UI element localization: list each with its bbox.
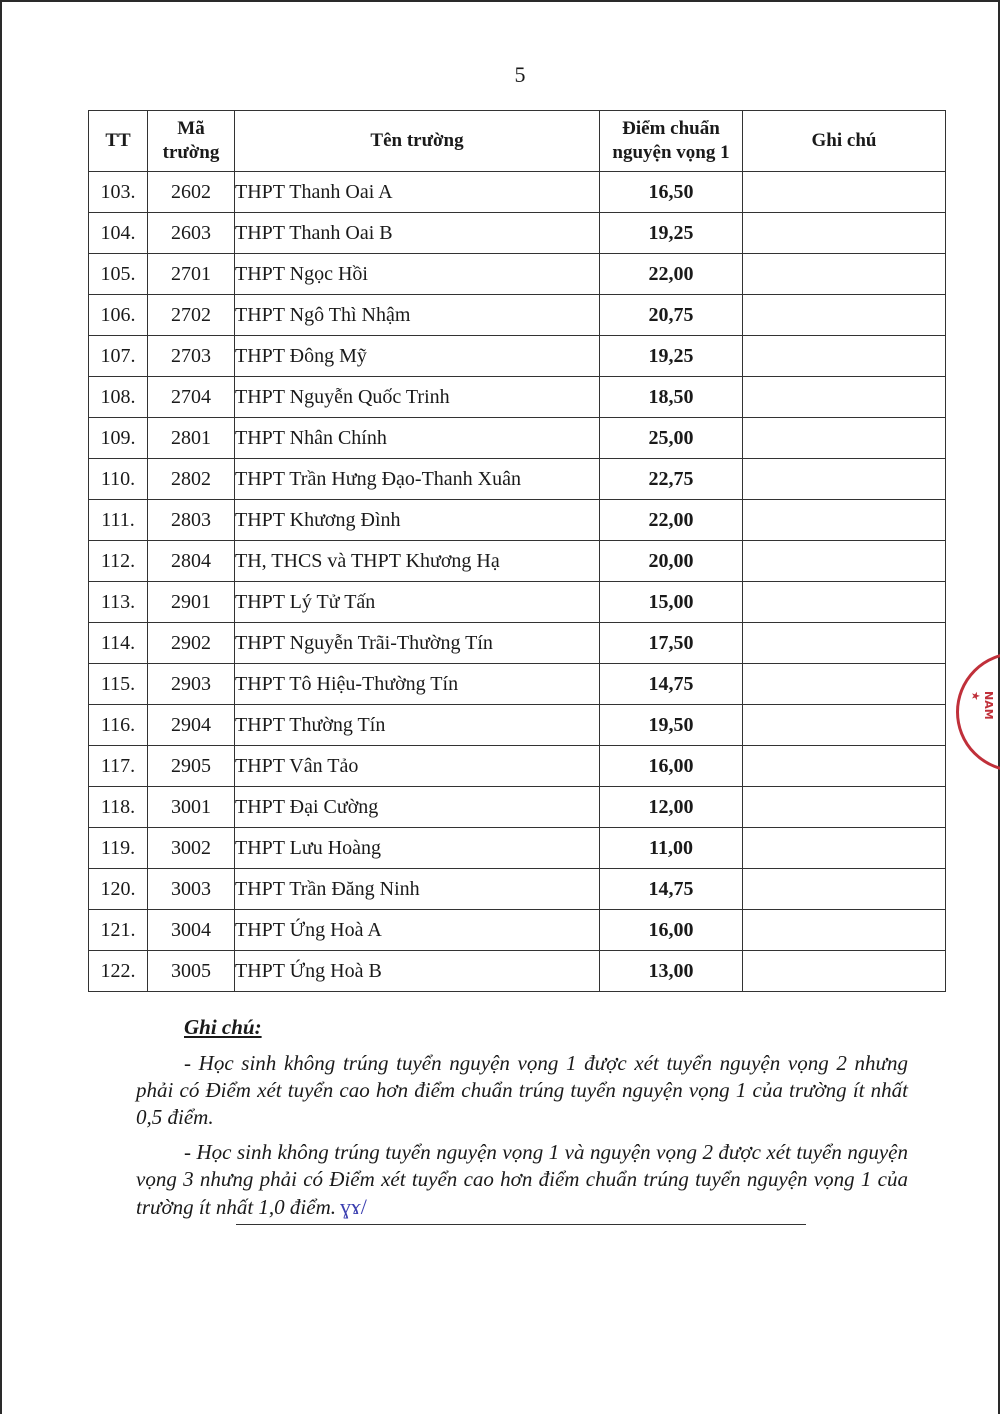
school-code: 3005 <box>148 951 235 992</box>
school-name: THPT Đại Cường <box>235 787 600 828</box>
note-item <box>136 1139 908 1221</box>
note-cell <box>743 541 946 582</box>
score-cell: 14,75 <box>600 664 743 705</box>
header-school-code-line2: trường <box>162 142 220 163</box>
table-row <box>89 664 946 705</box>
header-school-name: Tên trường <box>235 111 600 172</box>
page-border-left <box>0 0 2 1414</box>
table-row <box>89 951 946 992</box>
note-cell <box>743 746 946 787</box>
score-cell: 16,00 <box>600 746 743 787</box>
note-cell <box>743 705 946 746</box>
note-cell <box>743 459 946 500</box>
row-number: 105. <box>89 254 148 295</box>
school-name: THPT Nguyễn Quốc Trinh <box>235 377 600 418</box>
row-number: 104. <box>89 213 148 254</box>
school-code: 3004 <box>148 910 235 951</box>
school-name: THPT Lý Tử Tấn <box>235 582 600 623</box>
row-number: 111. <box>89 500 148 541</box>
school-name: THPT Ngọc Hồi <box>235 254 600 295</box>
score-cell: 20,75 <box>600 295 743 336</box>
row-number: 121. <box>89 910 148 951</box>
school-name: THPT Thanh Oai A <box>235 172 600 213</box>
row-number: 120. <box>89 869 148 910</box>
note-item-text: - Học sinh không trúng tuyển nguyện vọng 1 được xét tuyển nguyện vọng 2 nhưng phải có Điểm xét tuyển cao hơn điểm chuẩn trúng tuyển nguyện vọng 1 của trường ít nhất 0,5 điểm. <box>136 1051 908 1129</box>
score-cell: 16,50 <box>600 172 743 213</box>
table-row <box>89 541 946 582</box>
school-code: 2802 <box>148 459 235 500</box>
school-name: THPT Nhân Chính <box>235 418 600 459</box>
row-number: 122. <box>89 951 148 992</box>
table-row <box>89 418 946 459</box>
table-row <box>89 787 946 828</box>
note-cell <box>743 582 946 623</box>
row-number: 109. <box>89 418 148 459</box>
school-code: 3002 <box>148 828 235 869</box>
school-code: 2905 <box>148 746 235 787</box>
score-cell: 12,00 <box>600 787 743 828</box>
score-cell: 11,00 <box>600 828 743 869</box>
note-item <box>136 1050 908 1131</box>
header-score-line1: Điểm chuẩn <box>622 118 720 139</box>
initials-signature-mark: ɣɤ/ <box>340 1194 367 1219</box>
table-row <box>89 746 946 787</box>
row-number: 113. <box>89 582 148 623</box>
end-rule <box>236 1224 806 1225</box>
header-score <box>600 111 743 172</box>
note-cell <box>743 869 946 910</box>
row-number: 116. <box>89 705 148 746</box>
school-name: THPT Lưu Hoàng <box>235 828 600 869</box>
school-name: TH, THCS và THPT Khương Hạ <box>235 541 600 582</box>
school-name: THPT Vân Tảo <box>235 746 600 787</box>
table-row <box>89 459 946 500</box>
row-number: 108. <box>89 377 148 418</box>
school-name: THPT Ứng Hoà A <box>235 910 600 951</box>
row-number: 117. <box>89 746 148 787</box>
table-row <box>89 254 946 295</box>
score-cell: 22,00 <box>600 500 743 541</box>
school-name: THPT Ứng Hoà B <box>235 951 600 992</box>
school-code: 2704 <box>148 377 235 418</box>
page-number: 5 <box>514 62 526 87</box>
note-cell <box>743 951 946 992</box>
score-cell: 17,50 <box>600 623 743 664</box>
score-cell: 14,75 <box>600 869 743 910</box>
score-cell: 19,25 <box>600 213 743 254</box>
header-note: Ghi chú <box>743 111 946 172</box>
school-name: THPT Thường Tín <box>235 705 600 746</box>
row-number: 115. <box>89 664 148 705</box>
table-row <box>89 336 946 377</box>
header-score-line2: nguyện vọng 1 <box>612 142 730 163</box>
school-code: 2603 <box>148 213 235 254</box>
note-cell <box>743 623 946 664</box>
note-cell <box>743 336 946 377</box>
header-tt: TT <box>89 111 148 172</box>
table-row <box>89 172 946 213</box>
table-row <box>89 910 946 951</box>
school-code: 2904 <box>148 705 235 746</box>
note-cell <box>743 254 946 295</box>
note-cell <box>743 418 946 459</box>
score-cell: 16,00 <box>600 910 743 951</box>
score-cell: 19,25 <box>600 336 743 377</box>
row-number: 110. <box>89 459 148 500</box>
note-cell <box>743 213 946 254</box>
header-school-code-line1: Mã <box>177 118 205 139</box>
row-number: 119. <box>89 828 148 869</box>
school-code: 2903 <box>148 664 235 705</box>
score-cell: 19,50 <box>600 705 743 746</box>
table-row <box>89 213 946 254</box>
school-name: THPT Thanh Oai B <box>235 213 600 254</box>
stamp-text: NAM ★ <box>969 691 995 720</box>
score-cell: 18,50 <box>600 377 743 418</box>
school-name: THPT Ngô Thì Nhậm <box>235 295 600 336</box>
note-cell <box>743 910 946 951</box>
note-cell <box>743 664 946 705</box>
school-code: 2902 <box>148 623 235 664</box>
score-cell: 22,75 <box>600 459 743 500</box>
table-row <box>89 582 946 623</box>
note-cell <box>743 828 946 869</box>
table-row <box>89 623 946 664</box>
note-cell <box>743 295 946 336</box>
table-row <box>89 295 946 336</box>
school-name: THPT Khương Đình <box>235 500 600 541</box>
row-number: 112. <box>89 541 148 582</box>
school-code: 3003 <box>148 869 235 910</box>
school-code: 2602 <box>148 172 235 213</box>
admission-scores-table <box>88 110 946 992</box>
school-code: 2701 <box>148 254 235 295</box>
notes-title: Ghi chú: <box>184 1015 262 1039</box>
red-seal-stamp <box>956 652 1000 772</box>
table-row <box>89 828 946 869</box>
school-code: 2901 <box>148 582 235 623</box>
table-row <box>89 377 946 418</box>
school-code: 3001 <box>148 787 235 828</box>
score-cell: 13,00 <box>600 951 743 992</box>
score-cell: 20,00 <box>600 541 743 582</box>
header-school-code <box>148 111 235 172</box>
school-name: THPT Nguyễn Trãi-Thường Tín <box>235 623 600 664</box>
school-name: THPT Tô Hiệu-Thường Tín <box>235 664 600 705</box>
table-header-row <box>89 111 946 172</box>
school-name: THPT Trần Đăng Ninh <box>235 869 600 910</box>
note-cell <box>743 500 946 541</box>
row-number: 114. <box>89 623 148 664</box>
school-name: THPT Trần Hưng Đạo-Thanh Xuân <box>235 459 600 500</box>
note-cell <box>743 787 946 828</box>
note-cell <box>743 172 946 213</box>
table-row <box>89 869 946 910</box>
school-name: THPT Đông Mỹ <box>235 336 600 377</box>
table-row <box>89 705 946 746</box>
row-number: 107. <box>89 336 148 377</box>
row-number: 103. <box>89 172 148 213</box>
note-cell <box>743 377 946 418</box>
score-cell: 25,00 <box>600 418 743 459</box>
row-number: 118. <box>89 787 148 828</box>
score-cell: 22,00 <box>600 254 743 295</box>
page-border-top <box>0 0 1000 2</box>
table-row <box>89 500 946 541</box>
school-code: 2702 <box>148 295 235 336</box>
school-code: 2804 <box>148 541 235 582</box>
notes-section <box>136 1014 908 1229</box>
school-code: 2703 <box>148 336 235 377</box>
school-code: 2801 <box>148 418 235 459</box>
row-number: 106. <box>89 295 148 336</box>
note-item-text: - Học sinh không trúng tuyển nguyện vọng 1 và nguyện vọng 2 được xét tuyển nguyện vọng 3 nhưng phải có Điểm xét tuyển cao hơn điểm chuẩn trúng tuyển nguyện vọng 1 của trường ít nhất 1,0 điểm. <box>136 1140 908 1219</box>
score-cell: 15,00 <box>600 582 743 623</box>
school-code: 2803 <box>148 500 235 541</box>
